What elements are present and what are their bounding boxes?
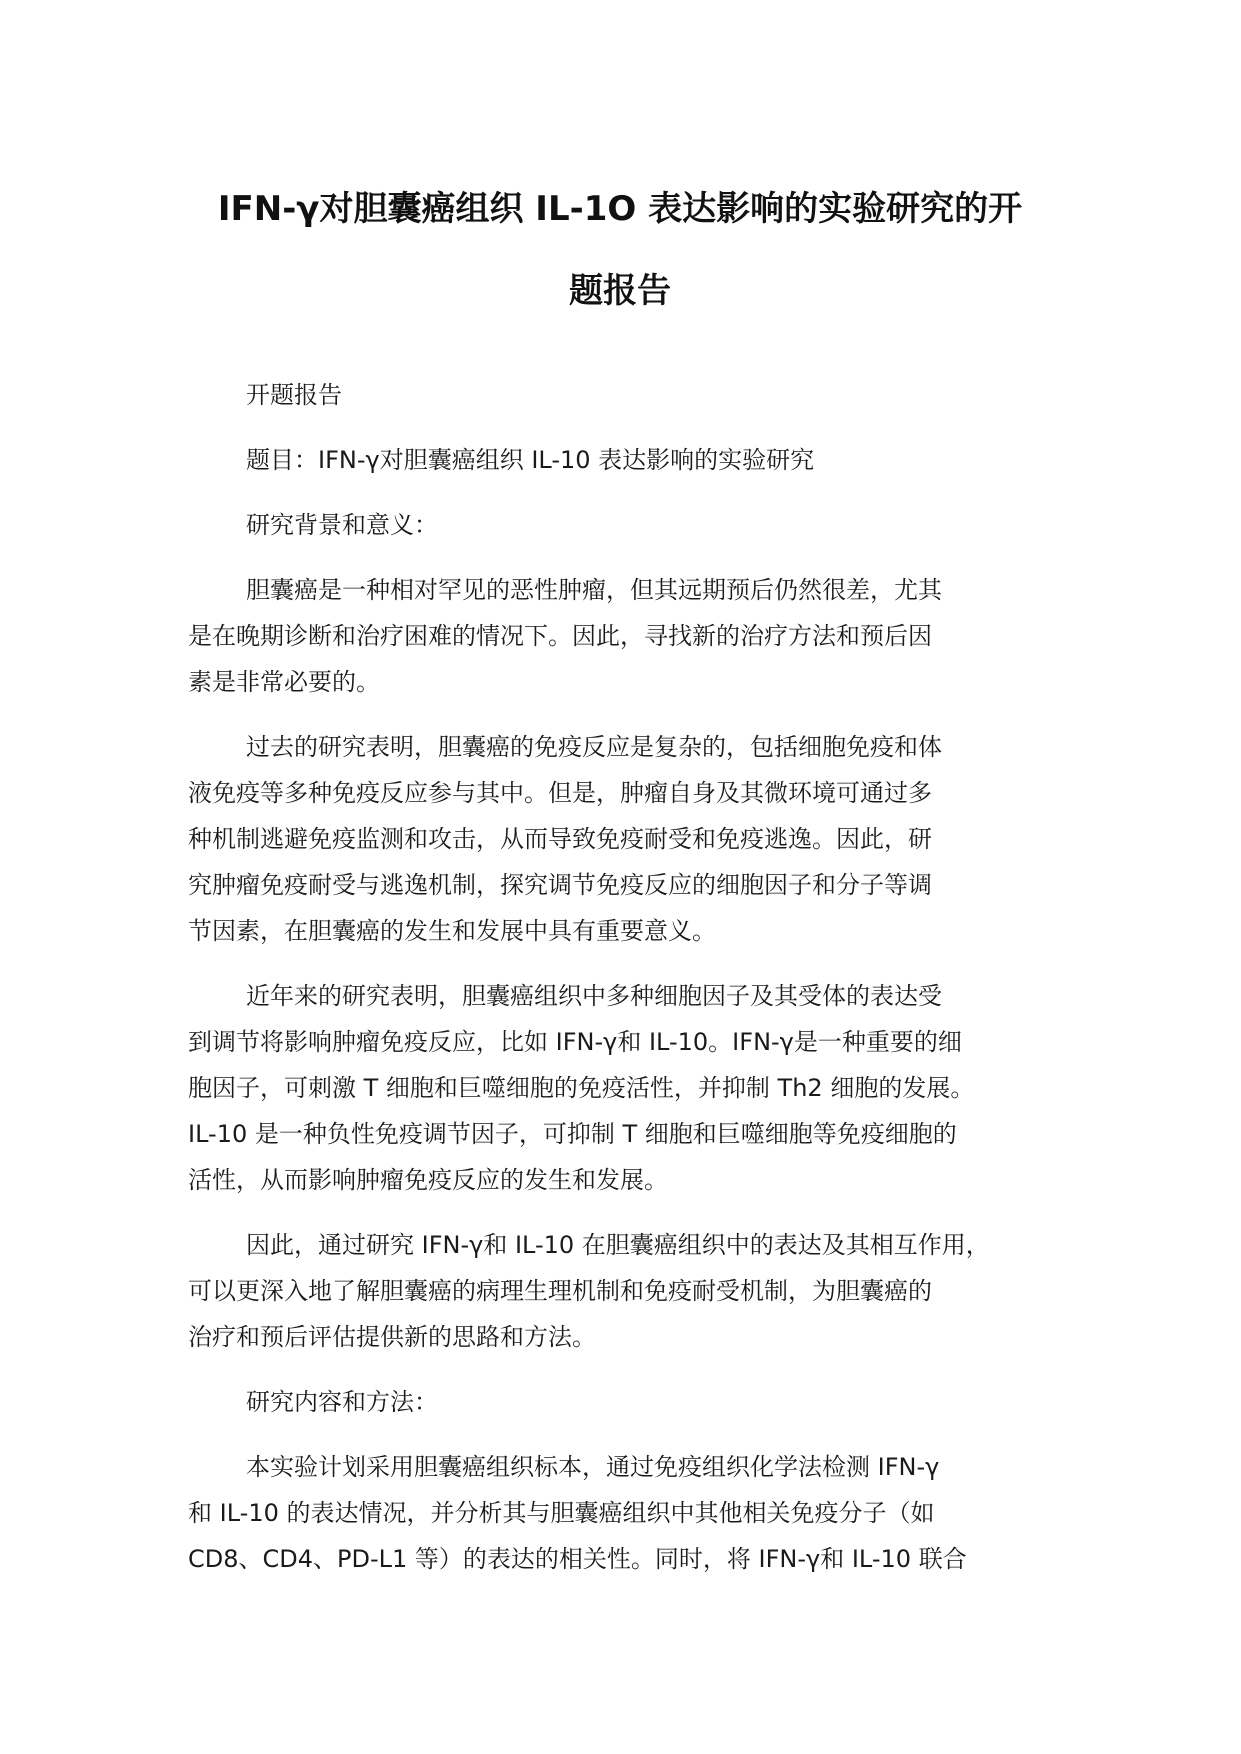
paragraph-line: 过去的研究表明，胆囊癌的免疫反应是复杂的，包括细胞免疫和体	[246, 733, 942, 761]
paragraph-line: 和 IL-10 的表达情况，并分析其与胆囊癌组织中其他相关免疫分子（如	[188, 1499, 935, 1527]
paragraph-line: 胆囊癌是一种相对罕见的恶性肿瘤，但其远期预后仍然很差，尤其	[246, 576, 942, 604]
paragraph-background-2	[188, 724, 1068, 954]
paragraph-line: 液免疫等多种免疫反应参与其中。但是，肿瘤自身及其微环境可通过多	[188, 779, 932, 807]
paragraph-line: 到调节将影响肿瘤免疫反应，比如 IFN-γ和 IL-10。IFN-γ是一种重要的细	[188, 1028, 962, 1056]
document-body	[188, 372, 1068, 1601]
paragraph-line: 节因素，在胆囊癌的发生和发展中具有重要意义。	[188, 917, 716, 945]
document-title	[160, 168, 1080, 332]
document-title-line-1: IFN-γ对胆囊癌组织 IL-1O 表达影响的实验研究的开	[217, 189, 1023, 229]
paragraph-line: 因此，通过研究 IFN-γ和 IL-10 在胆囊癌组织中的表达及其相互作用，	[246, 1231, 990, 1259]
section-heading-background: 研究背景和意义：	[246, 511, 438, 539]
paragraph-background-1	[188, 567, 1068, 705]
section-heading-methods: 研究内容和方法：	[246, 1388, 438, 1416]
paragraph-line: CD8、CD4、PD-L1 等）的表达的相关性。同时，将 IFN-γ和 IL-10 联合	[188, 1545, 967, 1573]
paragraph-line: 本实验计划采用胆囊癌组织标本，通过免疫组织化学法检测 IFN-γ	[246, 1453, 940, 1481]
topic-line: 题目：IFN-γ对胆囊癌组织 IL-10 表达影响的实验研究	[246, 446, 815, 474]
paragraph-line: 素是非常必要的。	[188, 668, 380, 696]
document-title-line-2: 题报告	[569, 271, 671, 311]
paragraph-line: 种机制逃避免疫监测和攻击，从而导致免疫耐受和免疫逃逸。因此，研	[188, 825, 932, 853]
paragraph-background-4	[188, 1222, 1068, 1360]
paragraph-line: 究肿瘤免疫耐受与逃逸机制，探究调节免疫反应的细胞因子和分子等调	[188, 871, 932, 899]
paragraph-line: 是在晚期诊断和治疗困难的情况下。因此，寻找新的治疗方法和预后因	[188, 622, 932, 650]
paragraph-methods-1	[188, 1444, 1068, 1582]
paragraph-line: 胞因子，可刺激 T 细胞和巨噬细胞的免疫活性，并抑制 Th2 细胞的发展。	[188, 1074, 975, 1102]
paragraph-line: 近年来的研究表明，胆囊癌组织中多种细胞因子及其受体的表达受	[246, 982, 942, 1010]
paragraph-background-3	[188, 973, 1068, 1203]
paragraph-line: 可以更深入地了解胆囊癌的病理生理机制和免疫耐受机制，为胆囊癌的	[188, 1277, 932, 1305]
paragraph-line: IL-10 是一种负性免疫调节因子，可抑制 T 细胞和巨噬细胞等免疫细胞的	[188, 1120, 957, 1148]
report-label: 开题报告	[246, 381, 342, 409]
paragraph-line: 活性，从而影响肿瘤免疫反应的发生和发展。	[188, 1166, 668, 1194]
paragraph-line: 治疗和预后评估提供新的思路和方法。	[188, 1323, 596, 1351]
